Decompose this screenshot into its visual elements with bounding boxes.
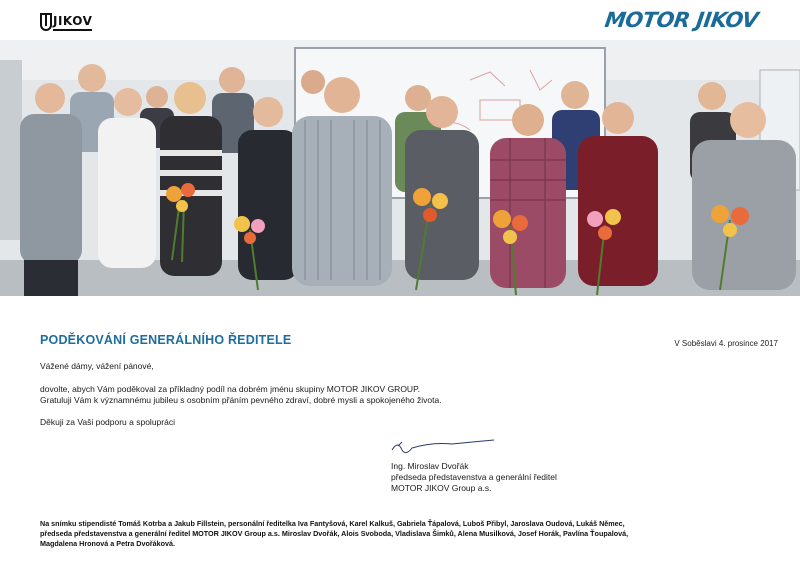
handwritten-signature <box>390 436 500 456</box>
thanks-line: Děkuji za Vaši podporu a spolupráci <box>40 417 175 427</box>
jikov-logo-text: JIKOV <box>53 14 92 31</box>
group-photo-illustration <box>0 40 800 296</box>
caption-line-3: Magdalena Hronová a Petra Dvořáková. <box>40 539 176 548</box>
body-line-2: Gratuluji Vám k významnému jubileu s osobním přáním pevného zdraví, dobré mysli a spokojeného života. <box>40 395 442 405</box>
signature-block <box>391 461 557 494</box>
letter-title: PODĚKOVÁNÍ GENERÁLNÍHO ŘEDITELE <box>40 333 292 347</box>
jikov-logo <box>40 12 92 32</box>
header <box>0 0 800 40</box>
caption-line-2: předseda představenstva a generální ředitel MOTOR JIKOV Group a.s. Miroslav Dvořák, Alois Svoboda, Vladislava Šimků, Alena Musilková, Josef Horák, Pavlína Ťoupalová, <box>40 529 629 538</box>
salutation: Vážené dámy, vážení pánové, <box>40 361 154 371</box>
photo-caption <box>40 519 780 549</box>
letter-date: V Soběslavi 4. prosince 2017 <box>674 339 778 348</box>
jikov-mark-icon <box>40 13 52 31</box>
caption-line-1: Na snímku stipendisté Tomáš Kotrba a Jakub Fillstein, personální ředitelka Iva Fantyšová, Karel Kalkuš, Gabriela Ťápalová, Luboš Přibyl, Jaroslava Oudová, Lukáš Němec, <box>40 519 625 528</box>
signer-role: předseda představenstva a generální ředitel <box>391 472 557 482</box>
signer-company: MOTOR JIKOV Group a.s. <box>391 483 492 493</box>
signer-name: Ing. Miroslav Dvořák <box>391 461 469 471</box>
body-line-1: dovolte, abych Vám poděkoval za příkladný podíl na dobrém jménu skupiny MOTOR JIKOV GROUP. <box>40 384 421 394</box>
motor-jikov-logo: MOTOR JIKOV <box>603 8 760 32</box>
group-photo <box>0 40 800 296</box>
